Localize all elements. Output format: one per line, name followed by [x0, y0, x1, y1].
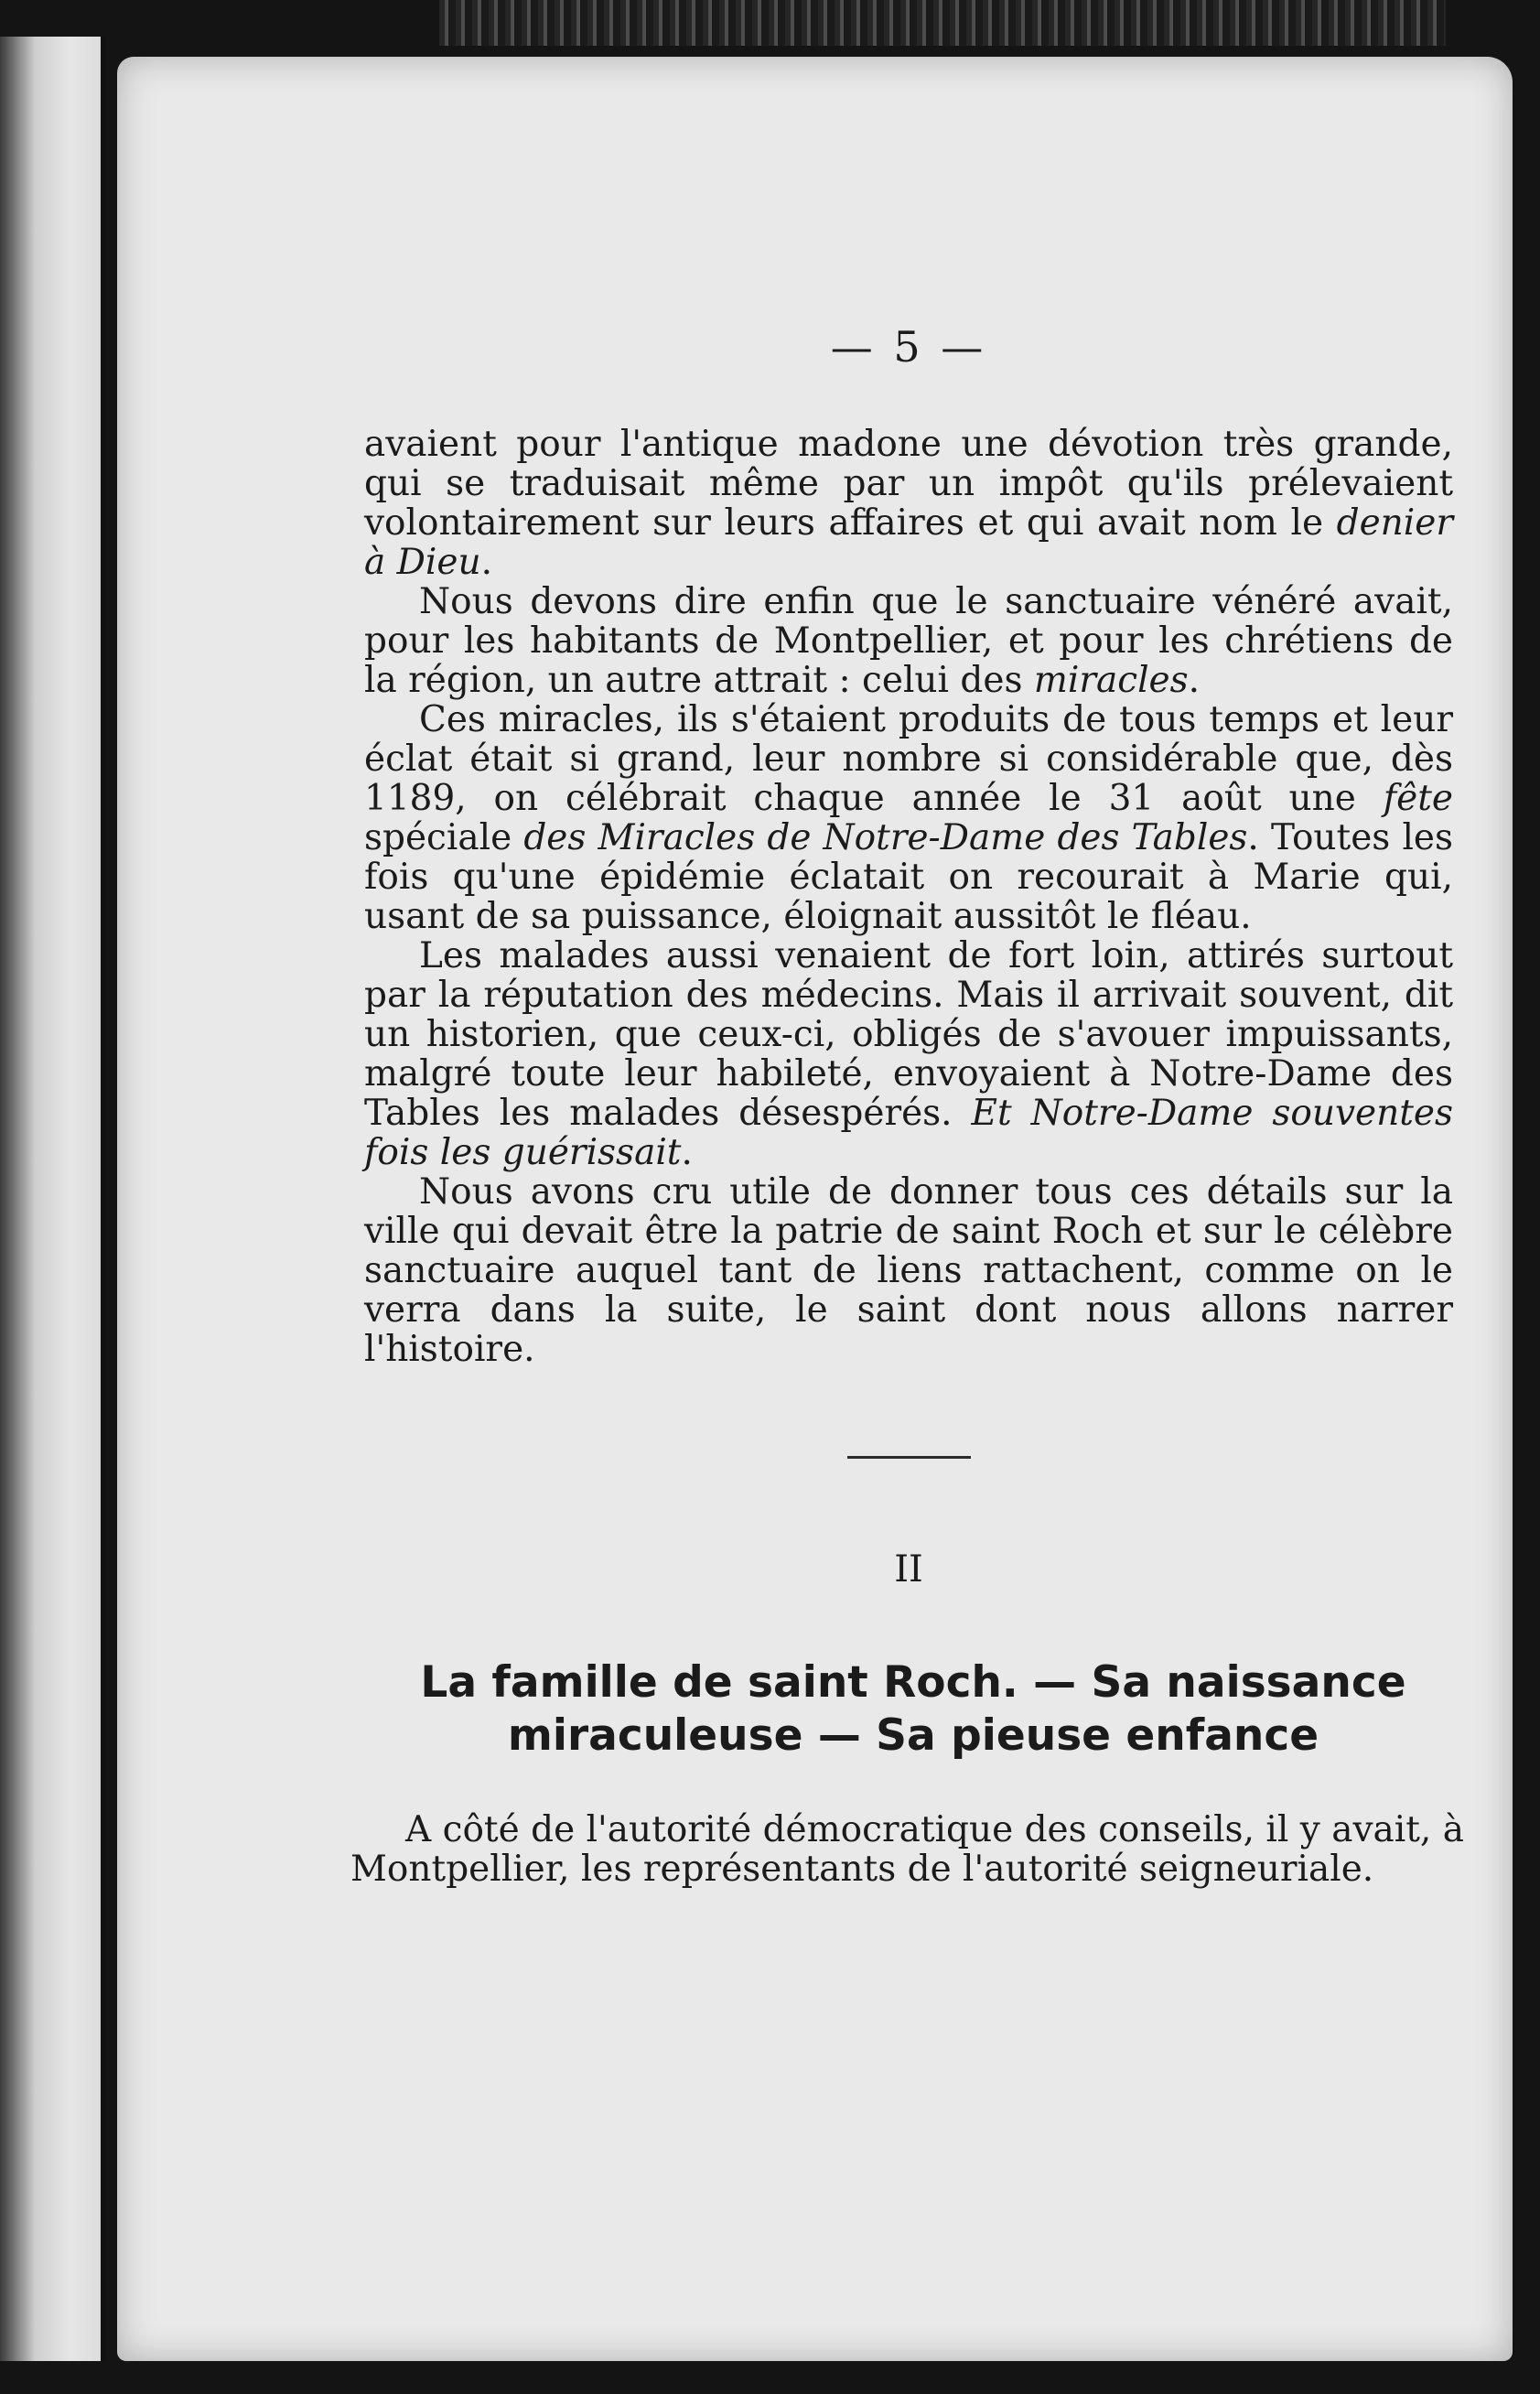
scan-top-edge: [439, 0, 1446, 46]
paragraph: [364, 425, 1453, 582]
chapter-number: II: [894, 1548, 923, 1591]
text-run: .: [1188, 660, 1201, 701]
paragraph: [364, 1172, 1453, 1369]
italic-text: Et Notre-Dame souventes fois les guérissait: [364, 1093, 1453, 1173]
text-run: Nous devons dire enfin que le sanctuaire vénéré avait, pour les habitants de Montpellier, et pour les chrétiens de la région, un autre attrait : celui des: [364, 581, 1453, 701]
text-run: Ces miracles, ils s'étaient produits de tous temps et leur éclat était si grand, leur nombre si considérable que, dès 1189, on célébrait chaque année le 31 août une: [364, 699, 1453, 819]
paragraph: [364, 936, 1453, 1172]
paragraph: [364, 700, 1453, 936]
chapter-title-line-1: La famille de saint Roch. — Sa naissance: [420, 1657, 1406, 1708]
text-run: spéciale: [364, 817, 524, 858]
text-run: Les malades aussi venaient de fort loin, attirés surtout par la réputation des médecins. Mais il arrivait souvent, dit un historien, que ceux-ci, obligés de s'avouer impuissants, malgré toute leur habileté, envoyaient à Notre-Dame des Tables les malades désespérés.: [364, 935, 1453, 1134]
chapter-opening-paragraph: A côté de l'autorité démocratique des conseils, il y avait, à Montpellier, les représentants de l'autorité seigneuriale.: [350, 1809, 1464, 1890]
text-run: .: [681, 1132, 693, 1173]
text-run: . Toutes les fois qu'une épidémie éclatait on recourait à Marie qui, usant de sa puissance, éloignait aussitôt le fléau.: [364, 817, 1454, 937]
chapter-title: [346, 1656, 1481, 1763]
left-page-edge: [0, 37, 106, 2361]
book-page: [117, 57, 1513, 2361]
italic-text: des Miracles de Notre-Dame des Tables: [523, 817, 1248, 858]
text-run: avaient pour l'antique madone une dévotion très grande, qui se traduisait même par un impôt qu'ils prélevaient volontairement sur leurs affaires et qui avait nom le: [364, 424, 1453, 544]
text-run: .: [480, 542, 492, 583]
section-separator: [847, 1456, 971, 1459]
chapter-title-line-2: miraculeuse — Sa pieuse enfance: [507, 1710, 1319, 1761]
italic-text: fête: [1383, 778, 1453, 819]
page-number: — 5 —: [830, 322, 987, 372]
text-run: Nous avons cru utile de donner tous ces détails sur la ville qui devait être la patrie de saint Roch et sur le célèbre sanctuaire auquel tant de liens rattachent, comme on le verra dans la suite, le saint dont nous allons narrer l'histoire.: [364, 1171, 1453, 1370]
italic-text: miracles: [1033, 660, 1189, 701]
italic-text: denier à Dieu: [364, 502, 1453, 583]
body-text: [364, 425, 1453, 1369]
paragraph: [364, 582, 1453, 700]
page-content: [350, 322, 1464, 1890]
